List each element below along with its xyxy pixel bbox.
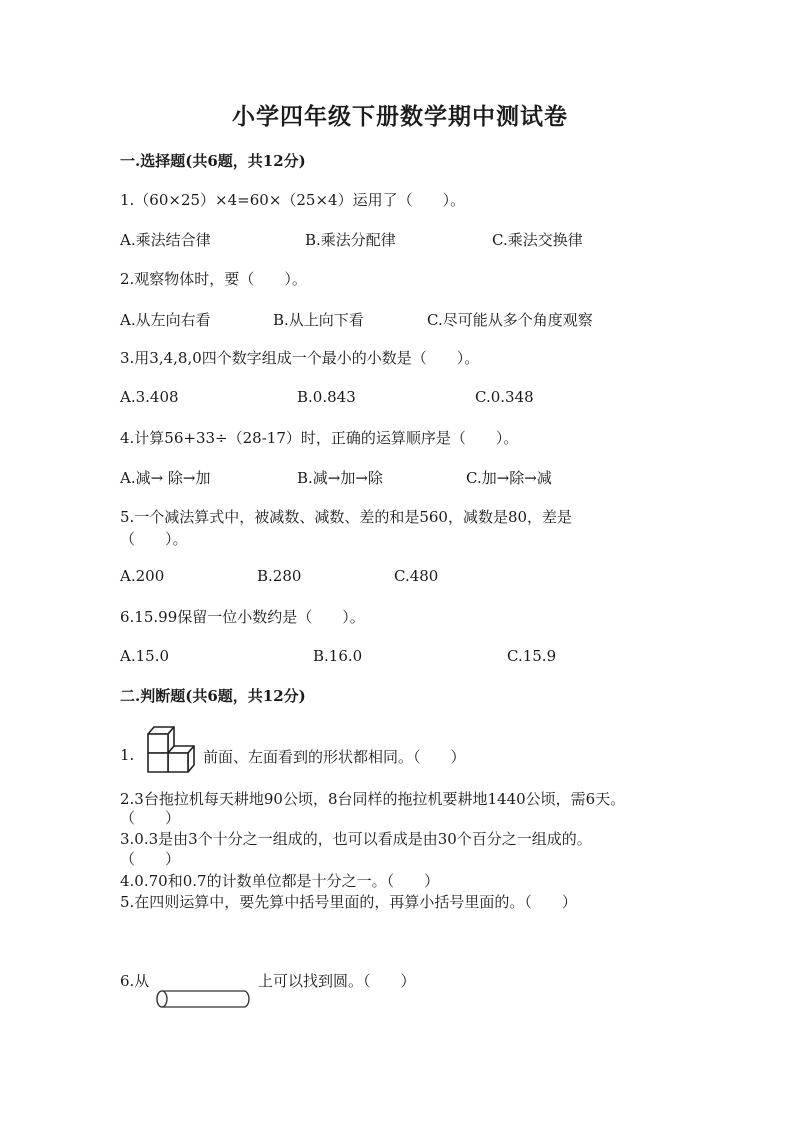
cube-stack-figure — [140, 722, 202, 782]
question-1-option-b: B.乘法分配律 — [305, 231, 396, 249]
question-2: 2.观察物体时，要（ ）。 — [120, 270, 307, 288]
question-3: 3.用3,4,8,0四个数字组成一个最小的小数是（ ）。 — [120, 349, 480, 367]
question-2-option-b: B.从上向下看 — [273, 311, 364, 329]
question-5-option-b: B.280 — [257, 567, 302, 585]
question-2-option-c: C.尽可能从多个角度观察 — [427, 311, 593, 329]
judge-question-2-line-2: （ ） — [120, 809, 181, 827]
section-heading-choice: 一.选择题(共6题，共12分) — [120, 152, 306, 170]
question-5-option-a: A.200 — [120, 567, 165, 585]
question-1-option-a: A.乘法结合律 — [120, 231, 211, 249]
question-6-option-a: A.15.0 — [120, 647, 169, 665]
question-3-option-a: A.3.408 — [120, 388, 179, 406]
judge-question-6-text: 上可以找到圆。（ ） — [258, 972, 416, 990]
question-4-option-a: A.减→ 除→加 — [120, 469, 211, 487]
question-4: 4.计算56+33÷（28-17）时，正确的运算顺序是（ ）。 — [120, 429, 519, 447]
question-4-option-c: C.加→除→减 — [466, 469, 552, 487]
question-5-option-c: C.480 — [394, 567, 439, 585]
page-title: 小学四年级下册数学期中测试卷 — [232, 103, 568, 130]
question-5-line-1: 5.一个减法算式中，被减数、减数、差的和是560，减数是80，差是 — [120, 508, 573, 526]
section-heading-judgement: 二.判断题(共6题，共12分) — [120, 687, 306, 705]
question-4-option-b: B.减→加→除 — [297, 469, 383, 487]
question-1-option-c: C.乘法交换律 — [492, 231, 583, 249]
judge-question-4: 4.0.70和0.7的计数单位都是十分之一。（ ） — [120, 872, 440, 890]
question-6-option-b: B.16.0 — [313, 647, 363, 665]
question-3-option-b: B.0.843 — [297, 388, 356, 406]
question-5-line-2: （ ）。 — [120, 530, 188, 548]
question-1: 1.（60×25）×4=60×（25×4）运用了（ ）。 — [120, 191, 466, 209]
question-2-option-a: A.从左向右看 — [120, 311, 211, 329]
question-6-option-c: C.15.9 — [507, 647, 557, 665]
judge-question-6-prefix: 6.从 — [120, 972, 150, 990]
judge-question-3-line-1: 3.0.3是由3个十分之一组成的，也可以看成是由30个百分之一组成的。 — [120, 830, 592, 848]
judge-question-1-prefix: 1. — [120, 746, 135, 764]
judge-question-2-line-1: 2.3台拖拉机每天耕地90公顷，8台同样的拖拉机要耕地1440公顷，需6天。 — [120, 790, 626, 808]
question-6: 6.15.99保留一位小数约是（ ）。 — [120, 608, 365, 626]
judge-question-5: 5.在四则运算中，要先算中括号里面的，再算小括号里面的。（ ） — [120, 893, 577, 911]
judge-question-1-text: 前面、左面看到的形状都相同。（ ） — [203, 748, 466, 766]
judge-question-3-line-2: （ ） — [120, 850, 181, 868]
cylinder-figure — [155, 988, 253, 1010]
question-3-option-c: C.0.348 — [475, 388, 534, 406]
